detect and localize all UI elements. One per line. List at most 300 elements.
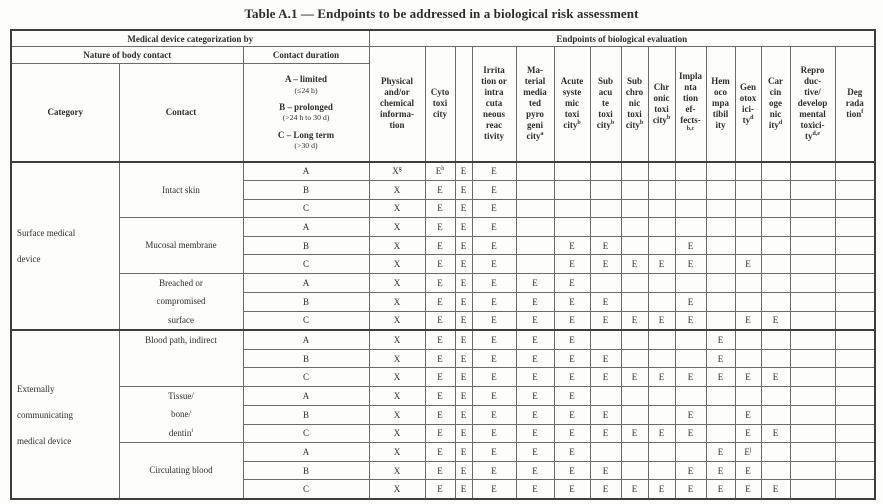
duration-cell: A xyxy=(243,330,369,349)
endpoint-mark-cell xyxy=(621,162,648,181)
endpoint-mark-cell xyxy=(835,424,875,443)
endpoint-mark-cell xyxy=(790,311,835,330)
endpoint-mark-cell xyxy=(648,292,675,311)
endpoint-mark-cell xyxy=(675,387,706,406)
endpoint-mark-cell: E xyxy=(706,461,735,480)
endpoint-mark-cell: E xyxy=(472,443,516,462)
duration-cell: C xyxy=(243,255,369,274)
endpoint-mark-cell xyxy=(590,274,621,293)
endpoint-mark-cell xyxy=(835,311,875,330)
endpoint-mark-cell xyxy=(790,405,835,424)
endpoint-mark-cell: E xyxy=(455,480,472,499)
endpoint-mark-cell: E xyxy=(761,424,790,443)
endpoint-mark-cell: E xyxy=(706,368,735,387)
endpoint-mark-cell: E xyxy=(472,480,516,499)
endpoint-mark-cell: E xyxy=(425,405,455,424)
duration-cell: C xyxy=(243,480,369,499)
endpoint-mark-cell: E xyxy=(455,368,472,387)
endpoint-mark-cell xyxy=(761,181,790,200)
endpoint-mark-cell xyxy=(621,443,648,462)
endpoint-mark-cell xyxy=(590,162,621,181)
endpoint-mark-cell xyxy=(790,255,835,274)
endpoint-mark-cell xyxy=(675,349,706,368)
endpoint-mark-cell: X xyxy=(369,311,425,330)
endpoint-mark-cell: E xyxy=(455,424,472,443)
endpoint-mark-cell: E xyxy=(472,162,516,181)
endpoint-mark-cell xyxy=(621,236,648,255)
endpoint-mark-cell: E xyxy=(675,480,706,499)
endpoint-mark-cell xyxy=(835,162,875,181)
endpoint-mark-cell xyxy=(621,292,648,311)
endpoint-mark-cell: E xyxy=(472,218,516,237)
endpoint-mark-cell: E xyxy=(425,218,455,237)
endpoint-mark-cell: E xyxy=(590,368,621,387)
duration-cell: A xyxy=(243,443,369,462)
duration-cell: B xyxy=(243,461,369,480)
endpoint-mark-cell: E xyxy=(455,199,472,218)
endpoint-mark-cell: E xyxy=(675,236,706,255)
endpoint-mark-cell xyxy=(761,236,790,255)
endpoint-mark-cell: E xyxy=(675,368,706,387)
endpoint-mark-cell xyxy=(790,218,835,237)
endpoint-mark-cell: X xyxy=(369,330,425,349)
endpoint-mark-cell xyxy=(835,292,875,311)
endpoint-mark-cell xyxy=(621,181,648,200)
endpoint-mark-cell xyxy=(648,218,675,237)
endpoint-mark-cell: E xyxy=(735,311,761,330)
endpoint-mark-cell: E xyxy=(472,368,516,387)
endpoint-mark-cell xyxy=(648,405,675,424)
endpoint-mark-cell: E xyxy=(516,292,554,311)
endpoint-mark-cell: E xyxy=(761,311,790,330)
endpoint-mark-cell xyxy=(761,405,790,424)
endpoint-mark-cell: E xyxy=(472,236,516,255)
endpoint-mark-cell: $E^h$ xyxy=(425,162,455,181)
endpoint-mark-cell xyxy=(621,461,648,480)
endpoint-mark-cell: E xyxy=(472,199,516,218)
endpoint-mark-cell: E xyxy=(455,218,472,237)
duration-option-range: (≤24 h) xyxy=(294,85,318,95)
endpoint-mark-cell xyxy=(835,330,875,349)
endpoint-mark-cell: E xyxy=(472,349,516,368)
endpoint-mark-cell: E xyxy=(590,311,621,330)
endpoint-mark-cell: E xyxy=(648,255,675,274)
endpoint-mark-cell: E xyxy=(648,368,675,387)
endpoint-mark-cell: E xyxy=(425,461,455,480)
endpoint-mark-cell xyxy=(761,292,790,311)
endpoint-mark-cell xyxy=(590,330,621,349)
endpoint-mark-cell xyxy=(735,292,761,311)
endpoint-mark-cell: E xyxy=(735,480,761,499)
endpoint-mark-cell xyxy=(835,181,875,200)
duration-cell: C xyxy=(243,311,369,330)
endpoint-mark-cell xyxy=(590,443,621,462)
endpoint-mark-cell xyxy=(761,199,790,218)
endpoint-mark-cell: E xyxy=(516,480,554,499)
endpoint-mark-cell xyxy=(761,443,790,462)
endpoint-mark-cell xyxy=(761,218,790,237)
endpoint-mark-cell: E xyxy=(516,368,554,387)
endpoint-mark-cell: E xyxy=(425,349,455,368)
table-row xyxy=(11,443,875,462)
endpoint-mark-cell: E xyxy=(621,311,648,330)
endpoint-mark-cell xyxy=(590,181,621,200)
endpoint-mark-cell xyxy=(735,387,761,406)
endpoint-mark-cell: X xyxy=(369,480,425,499)
endpoint-mark-cell: E xyxy=(425,255,455,274)
endpoint-mark-cell xyxy=(835,236,875,255)
endpoints-table xyxy=(10,29,876,500)
endpoint-mark-cell: E xyxy=(472,461,516,480)
endpoint-column-header-0: Physical and/or chemical informa- tion xyxy=(369,47,425,162)
endpoint-mark-cell xyxy=(790,368,835,387)
header-contact: Contact xyxy=(119,64,243,162)
endpoint-mark-cell xyxy=(706,162,735,181)
endpoint-mark-cell: E xyxy=(590,292,621,311)
endpoint-mark-cell xyxy=(761,349,790,368)
endpoint-mark-cell: E xyxy=(590,349,621,368)
endpoint-mark-cell xyxy=(590,199,621,218)
endpoint-mark-cell: E xyxy=(675,424,706,443)
endpoint-mark-cell xyxy=(790,236,835,255)
endpoint-mark-cell: $E^j$ xyxy=(735,443,761,462)
duration-cell: C xyxy=(243,368,369,387)
endpoint-mark-cell xyxy=(735,181,761,200)
endpoint-mark-cell: E xyxy=(455,311,472,330)
endpoint-mark-cell: E xyxy=(516,274,554,293)
endpoint-mark-cell: E xyxy=(516,387,554,406)
endpoint-mark-cell xyxy=(675,162,706,181)
duration-option-range: (>30 d) xyxy=(294,140,318,150)
header-category: Category xyxy=(11,64,119,162)
endpoint-mark-cell xyxy=(516,162,554,181)
endpoint-column-header-11: Gen otox ici- $ty^d$ xyxy=(735,47,761,162)
endpoint-mark-cell xyxy=(621,387,648,406)
endpoint-mark-cell xyxy=(706,199,735,218)
endpoint-mark-cell xyxy=(706,274,735,293)
endpoint-mark-cell: E xyxy=(554,424,590,443)
endpoint-mark-cell: E xyxy=(455,274,472,293)
endpoint-mark-cell: E xyxy=(554,387,590,406)
endpoint-column-header-3: Irrita tion or intra cuta neous reac tivity xyxy=(472,47,516,162)
endpoint-mark-cell: E xyxy=(554,349,590,368)
table-header xyxy=(11,30,875,162)
endpoint-mark-cell: E xyxy=(735,424,761,443)
endpoint-mark-cell: E xyxy=(554,311,590,330)
contact-cell: Tissue/ bone/ dentin$^i$ xyxy=(119,387,243,443)
endpoint-mark-cell: E xyxy=(425,236,455,255)
endpoint-mark-cell: X xyxy=(369,199,425,218)
endpoint-mark-cell: $X^g$ xyxy=(369,162,425,181)
endpoint-mark-cell xyxy=(516,236,554,255)
endpoint-mark-cell xyxy=(706,255,735,274)
endpoint-mark-cell xyxy=(516,199,554,218)
endpoint-mark-cell: E xyxy=(455,387,472,406)
endpoint-mark-cell: E xyxy=(425,387,455,406)
endpoint-mark-cell xyxy=(835,405,875,424)
endpoint-mark-cell xyxy=(706,236,735,255)
endpoint-mark-cell xyxy=(648,236,675,255)
endpoint-mark-cell: X xyxy=(369,368,425,387)
endpoint-column-header-10: Hem oco mpa tibil ity xyxy=(706,47,735,162)
endpoint-mark-cell xyxy=(706,181,735,200)
endpoint-mark-cell: E xyxy=(455,236,472,255)
endpoint-mark-cell: E xyxy=(735,461,761,480)
table-title: Table A.1 — Endpoints to be addressed in a biological risk assessment xyxy=(244,6,639,21)
endpoint-mark-cell: E xyxy=(675,461,706,480)
endpoint-column-header-4: Ma- terial media ted pyro geni city$^a$ xyxy=(516,47,554,162)
contact-cell: Intact skin xyxy=(119,162,243,218)
endpoint-mark-cell: E xyxy=(554,443,590,462)
endpoint-mark-cell: E xyxy=(425,443,455,462)
duration-option-label: A – limited xyxy=(285,74,327,85)
endpoint-mark-cell: X xyxy=(369,349,425,368)
endpoint-mark-cell xyxy=(621,274,648,293)
endpoint-mark-cell xyxy=(835,443,875,462)
endpoint-mark-cell: E xyxy=(425,368,455,387)
endpoint-mark-cell: E xyxy=(472,424,516,443)
endpoint-mark-cell xyxy=(706,405,735,424)
header-duration-detail xyxy=(243,64,369,162)
endpoint-mark-cell xyxy=(790,461,835,480)
duration-cell: A xyxy=(243,274,369,293)
endpoint-mark-cell: E xyxy=(425,181,455,200)
endpoint-mark-cell xyxy=(761,255,790,274)
endpoint-column-header-7: Sub chro nic toxi city$^b$ xyxy=(621,47,648,162)
endpoint-mark-cell: E xyxy=(675,405,706,424)
endpoint-mark-cell xyxy=(675,181,706,200)
endpoint-mark-cell: E xyxy=(590,236,621,255)
endpoint-mark-cell xyxy=(590,387,621,406)
endpoint-mark-cell xyxy=(675,443,706,462)
endpoint-mark-cell xyxy=(835,368,875,387)
endpoint-mark-cell: E xyxy=(706,480,735,499)
endpoint-mark-cell: E xyxy=(621,424,648,443)
endpoint-mark-cell xyxy=(835,255,875,274)
endpoint-mark-cell: E xyxy=(425,311,455,330)
duration-cell: C xyxy=(243,199,369,218)
endpoint-column-header-9: Impla nta tion ef- fects- $^{b,c}$ xyxy=(675,47,706,162)
duration-option-label: B – prolonged xyxy=(279,101,333,112)
endpoint-mark-cell xyxy=(735,199,761,218)
endpoint-mark-cell xyxy=(648,162,675,181)
endpoint-mark-cell: E xyxy=(648,311,675,330)
endpoint-mark-cell xyxy=(761,461,790,480)
endpoint-mark-cell: E xyxy=(472,387,516,406)
endpoint-mark-cell xyxy=(790,181,835,200)
endpoint-mark-cell xyxy=(648,387,675,406)
endpoint-mark-cell xyxy=(554,199,590,218)
endpoint-mark-cell: E xyxy=(425,274,455,293)
endpoint-mark-cell xyxy=(735,349,761,368)
endpoint-mark-cell: E xyxy=(554,330,590,349)
duration-option-label: C – Long term xyxy=(277,129,335,140)
endpoint-mark-cell xyxy=(516,181,554,200)
endpoint-mark-cell xyxy=(675,330,706,349)
endpoint-mark-cell: E xyxy=(590,405,621,424)
endpoint-mark-cell: E xyxy=(455,330,472,349)
endpoint-mark-cell xyxy=(516,218,554,237)
endpoint-column-header-12: Car cin oge nic ity$^d$ xyxy=(761,47,790,162)
endpoint-mark-cell xyxy=(621,405,648,424)
duration-cell: B xyxy=(243,181,369,200)
endpoint-mark-cell: E xyxy=(554,368,590,387)
endpoint-mark-cell xyxy=(648,349,675,368)
endpoint-mark-cell: E xyxy=(590,255,621,274)
endpoint-mark-cell xyxy=(835,349,875,368)
endpoint-mark-cell: X xyxy=(369,405,425,424)
endpoint-mark-cell: E xyxy=(455,349,472,368)
endpoint-mark-cell: E xyxy=(554,274,590,293)
endpoint-mark-cell: X xyxy=(369,218,425,237)
endpoint-mark-cell xyxy=(835,274,875,293)
endpoint-mark-cell xyxy=(835,199,875,218)
duration-option-range: (>24 h to 30 d) xyxy=(282,113,330,123)
endpoint-mark-cell: E xyxy=(516,405,554,424)
endpoint-mark-cell: E xyxy=(621,368,648,387)
endpoint-mark-cell: X xyxy=(369,292,425,311)
endpoint-mark-cell: X xyxy=(369,443,425,462)
endpoint-mark-cell: E xyxy=(472,181,516,200)
endpoint-column-header-13: Repro duc- tive/ develop mental toxici- ty$^{d,e}$ xyxy=(790,47,835,162)
endpoint-mark-cell: E xyxy=(516,443,554,462)
table-row xyxy=(11,330,875,349)
category-cell: Externally communicating medical device xyxy=(11,330,119,499)
endpoint-mark-cell: E xyxy=(516,349,554,368)
header-endpoints-banner: Endpoints of biological evaluation xyxy=(369,30,875,47)
table-row xyxy=(11,162,875,181)
endpoint-column-header-14: Deg rada tion$^f$ xyxy=(835,47,875,162)
endpoint-mark-cell xyxy=(675,218,706,237)
endpoint-mark-cell: E xyxy=(455,405,472,424)
endpoint-mark-cell: E xyxy=(425,199,455,218)
endpoint-mark-cell xyxy=(554,218,590,237)
endpoint-mark-cell xyxy=(761,162,790,181)
endpoint-mark-cell: E xyxy=(706,330,735,349)
endpoint-mark-cell: E xyxy=(706,443,735,462)
endpoint-mark-cell: E xyxy=(621,255,648,274)
endpoint-mark-cell xyxy=(706,387,735,406)
endpoint-mark-cell: X xyxy=(369,461,425,480)
endpoint-mark-cell xyxy=(675,199,706,218)
endpoint-mark-cell xyxy=(835,480,875,499)
endpoint-mark-cell: E xyxy=(590,480,621,499)
endpoint-mark-cell xyxy=(790,424,835,443)
endpoint-mark-cell xyxy=(761,330,790,349)
duration-cell: A xyxy=(243,218,369,237)
endpoint-mark-cell: E xyxy=(675,311,706,330)
endpoint-mark-cell: E xyxy=(706,349,735,368)
endpoint-column-header-6: Sub acu te toxi city$^b$ xyxy=(590,47,621,162)
endpoint-mark-cell: E xyxy=(455,181,472,200)
endpoint-mark-cell xyxy=(621,330,648,349)
endpoint-mark-cell: X xyxy=(369,236,425,255)
endpoint-mark-cell xyxy=(835,461,875,480)
endpoint-mark-cell xyxy=(735,274,761,293)
endpoint-mark-cell: E xyxy=(735,255,761,274)
endpoint-mark-cell xyxy=(735,330,761,349)
endpoint-mark-cell: E xyxy=(648,480,675,499)
endpoint-mark-cell: X xyxy=(369,387,425,406)
table-row xyxy=(11,274,875,293)
endpoint-mark-cell xyxy=(790,443,835,462)
endpoint-mark-cell: E xyxy=(590,424,621,443)
endpoint-mark-cell: E xyxy=(516,311,554,330)
endpoint-mark-cell: E xyxy=(621,480,648,499)
duration-cell: B xyxy=(243,349,369,368)
endpoint-mark-cell: E xyxy=(516,424,554,443)
endpoint-mark-cell: E xyxy=(761,368,790,387)
endpoint-mark-cell xyxy=(790,349,835,368)
endpoint-mark-cell xyxy=(706,311,735,330)
endpoint-mark-cell xyxy=(648,443,675,462)
header-nature-of-contact: Nature of body contact xyxy=(11,47,243,64)
endpoint-column-header-2 xyxy=(455,47,472,162)
endpoint-mark-cell xyxy=(554,162,590,181)
endpoint-mark-cell xyxy=(790,480,835,499)
duration-cell: B xyxy=(243,405,369,424)
endpoint-mark-cell: E xyxy=(516,330,554,349)
header-row-banner xyxy=(11,30,875,47)
endpoint-mark-cell xyxy=(648,461,675,480)
endpoint-mark-cell xyxy=(790,274,835,293)
table-row xyxy=(11,218,875,237)
endpoint-mark-cell: E xyxy=(425,424,455,443)
endpoint-mark-cell: E xyxy=(554,292,590,311)
endpoint-mark-cell xyxy=(621,349,648,368)
endpoint-mark-cell: E xyxy=(761,480,790,499)
duration-cell: A xyxy=(243,387,369,406)
endpoint-mark-cell: E xyxy=(675,292,706,311)
endpoint-mark-cell: E xyxy=(455,292,472,311)
endpoint-mark-cell: X xyxy=(369,274,425,293)
endpoint-column-header-1: Cyto toxi city xyxy=(425,47,455,162)
endpoint-mark-cell xyxy=(706,292,735,311)
endpoint-mark-cell: E xyxy=(472,255,516,274)
contact-cell: Blood path, indirect xyxy=(119,330,243,386)
endpoint-mark-cell: X xyxy=(369,255,425,274)
endpoint-mark-cell: E xyxy=(425,292,455,311)
endpoint-mark-cell xyxy=(735,218,761,237)
endpoint-mark-cell: E xyxy=(516,461,554,480)
endpoint-mark-cell xyxy=(790,199,835,218)
endpoint-mark-cell: E xyxy=(472,311,516,330)
endpoint-mark-cell xyxy=(516,255,554,274)
contact-cell: Mucosal membrane xyxy=(119,218,243,274)
duration-cell: C xyxy=(243,424,369,443)
endpoint-mark-cell: E xyxy=(735,368,761,387)
endpoint-mark-cell: E xyxy=(554,480,590,499)
endpoint-mark-cell: E xyxy=(472,405,516,424)
endpoint-mark-cell xyxy=(735,162,761,181)
endpoint-mark-cell xyxy=(648,330,675,349)
endpoint-mark-cell xyxy=(590,218,621,237)
duration-cell: A xyxy=(243,162,369,181)
contact-cell: Circulating blood xyxy=(119,443,243,499)
endpoint-mark-cell: E xyxy=(472,330,516,349)
endpoint-mark-cell: E xyxy=(554,461,590,480)
endpoint-mark-cell: E xyxy=(735,405,761,424)
endpoint-mark-cell xyxy=(648,181,675,200)
endpoint-mark-cell: E xyxy=(425,480,455,499)
endpoint-mark-cell: E xyxy=(675,255,706,274)
endpoint-mark-cell: E xyxy=(425,330,455,349)
endpoint-column-header-5: Acute syste mic toxi city$^b$ xyxy=(554,47,590,162)
endpoint-mark-cell xyxy=(790,387,835,406)
endpoint-mark-cell xyxy=(648,199,675,218)
endpoint-mark-cell: E xyxy=(455,461,472,480)
endpoint-mark-cell: E xyxy=(648,424,675,443)
